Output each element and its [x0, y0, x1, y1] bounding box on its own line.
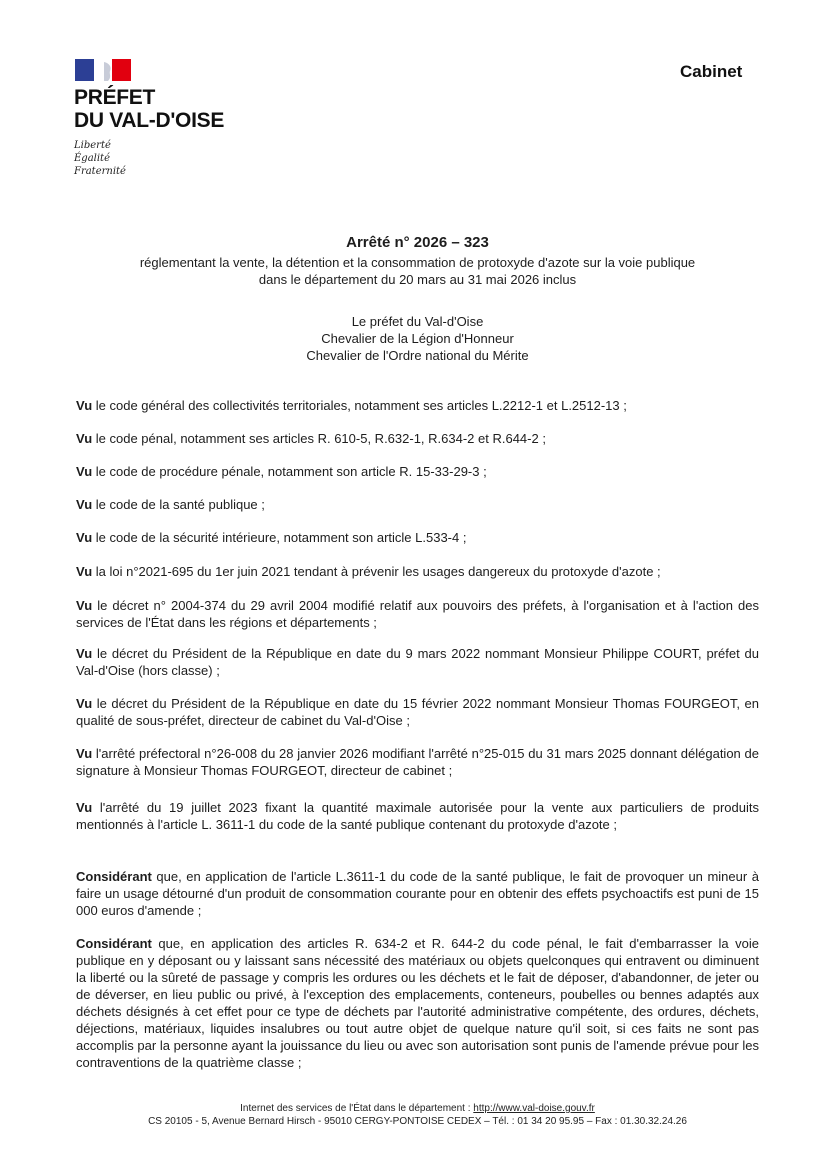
- footer-website-link[interactable]: http://www.val-doise.gouv.fr: [473, 1103, 595, 1114]
- visa-text: le décret du Président de la République en date du 15 février 2022 nommant Monsieur Thomas FOURGEOT, en qualité de sous-préfet, directeur de cabinet du Val-d'Oise ;: [76, 696, 759, 728]
- visa-paragraph: [76, 397, 759, 414]
- arrete-title: Arrêté n° 2026 – 323: [346, 234, 489, 251]
- authority-line-2: Chevalier de la Légion d'Honneur: [321, 331, 514, 346]
- visa-paragraph: [76, 563, 759, 580]
- visa-lead: Vu: [76, 564, 93, 579]
- service-label: Cabinet: [680, 62, 743, 81]
- visa-lead: Vu: [76, 746, 93, 761]
- visa-text: le code pénal, notamment ses articles R. 610-5, R.632-1, R.634-2 et R.644-2 ;: [92, 431, 546, 446]
- motto-fraternite: Fraternité: [74, 166, 126, 177]
- visa-lead: Vu: [76, 497, 93, 512]
- visa-lead: Vu: [76, 598, 93, 613]
- prefet-line-1: PRÉFET: [74, 86, 156, 109]
- visa-paragraph: [76, 597, 759, 631]
- visa-lead: Vu: [76, 398, 93, 413]
- authority-line-3: Chevalier de l'Ordre national du Mérite: [306, 348, 529, 363]
- visa-text: le code général des collectivités territoriales, notamment ses articles L.2212-1 et L.2512-13 ;: [92, 398, 627, 413]
- visa-text: la loi n°2021-695 du 1er juin 2021 tendant à prévenir les usages dangereux du protoxyde d'azote ;: [92, 564, 661, 579]
- considerant-paragraph: [76, 868, 759, 919]
- visa-lead: Vu: [76, 696, 93, 711]
- visa-text: le code de la santé publique ;: [92, 497, 265, 512]
- visa-text: le décret n° 2004-374 du 29 avril 2004 modifié relatif aux pouvoirs des préfets, à l'organisation et à l'action des services de l'État dans les régions et départements ;: [76, 598, 759, 630]
- visa-paragraph: [76, 496, 759, 513]
- visa-paragraph: [76, 463, 759, 480]
- republic-motto: [74, 139, 126, 178]
- footer-website-line: [60, 1102, 775, 1115]
- subtitle-line-1: réglementant la vente, la détention et la consommation de protoxyde d'azote sur la voie publique: [139, 255, 696, 270]
- arrete-subtitle: [60, 254, 775, 288]
- visa-lead: Vu: [76, 530, 93, 545]
- visa-text: le code de procédure pénale, notamment son article R. 15-33-29-3 ;: [92, 464, 487, 479]
- visa-lead: Vu: [76, 431, 93, 446]
- motto-liberte: Liberté: [74, 140, 111, 151]
- visa-lead: Vu: [76, 800, 93, 815]
- signing-authority: [60, 313, 775, 364]
- footer-website-label: Internet des services de l'État dans le département :: [240, 1103, 474, 1114]
- motto-egalite: Égalité: [74, 153, 110, 164]
- visa-paragraph: [76, 799, 759, 833]
- visa-text: l'arrêté du 19 juillet 2023 fixant la quantité maximale autorisée pour la vente aux particuliers de produits mentionnés à l'article L. 3611-1 du code de la santé publique contenant du protoxyde d'azote ;: [76, 800, 759, 832]
- authority-line-1: Le préfet du Val-d'Oise: [351, 314, 484, 329]
- considerant-lead: Considérant: [76, 936, 152, 951]
- visa-lead: Vu: [76, 646, 93, 661]
- prefet-line-2: DU VAL-D'OISE: [74, 109, 225, 132]
- considerant-text: que, en application de l'article L.3611-1 du code de la santé publique, le fait de provoquer un mineur à faire un usage détourné d'un produit de consommation courante pour en obtenir des effets psychoactifs est puni de 15 000 euros d'amende ;: [76, 869, 759, 918]
- prefecture-name: [74, 86, 224, 132]
- footer-address-line: CS 20105 - 5, Avenue Bernard Hirsch - 95010 CERGY-PONTOISE CEDEX – Tél. : 01 34 20 95.95 – Fax : 01.30.32.24.26: [148, 1116, 687, 1127]
- visa-text: le code de la sécurité intérieure, notamment son article L.533-4 ;: [92, 530, 467, 545]
- marianne-profile-icon: [104, 59, 118, 81]
- visa-paragraph: [76, 430, 759, 447]
- marianne-logo: [75, 59, 131, 81]
- visa-paragraph: [76, 745, 759, 779]
- visa-paragraph: [76, 695, 759, 729]
- page-footer: [60, 1102, 775, 1128]
- visa-paragraph: [76, 529, 759, 546]
- visa-lead: Vu: [76, 464, 93, 479]
- visa-paragraph: [76, 645, 759, 679]
- considerant-lead: Considérant: [76, 869, 152, 884]
- subtitle-line-2: dans le département du 20 mars au 31 mai 2026 inclus: [258, 272, 577, 287]
- considerant-paragraph: [76, 935, 759, 1071]
- visa-text: l'arrêté préfectoral n°26-008 du 28 janvier 2026 modifiant l'arrêté n°25-015 du 31 mars 2025 donnant délégation de signature à Monsieur Thomas FOURGEOT, directeur de cabinet ;: [76, 746, 759, 778]
- considerant-text: que, en application des articles R. 634-2 et R. 644-2 du code pénal, le fait d'embarrasser la voie publique en y déposant ou y laissant sans nécessité des matériaux ou objets quelconques qui entravent ou diminuent la liberté ou la sûreté de passage y compris les ordures ou les déchets et le fait de déposer, d'abandonner, de jeter ou de déverser, en lieu public ou privé, à l'exception des emplacements, conteneurs, poubelles ou bennes adaptés aux déchets désignés à cet effet pour ce type de déchets par l'autorité administrative compétente, des ordures, déchets, déjections, matériaux, liquides insalubres ou tout autre objet de quelque nature qu'il soit, si ces faits ne sont pas accomplis par la personne ayant la jouissance du lieu ou avec son autorisation sont punis de l'amende prévue pour les contraventions de la quatrième classe ;: [76, 936, 759, 1070]
- visa-text: le décret du Président de la République en date du 9 mars 2022 nommant Monsieur Philippe COURT, préfet du Val-d'Oise (hors classe) ;: [76, 646, 759, 678]
